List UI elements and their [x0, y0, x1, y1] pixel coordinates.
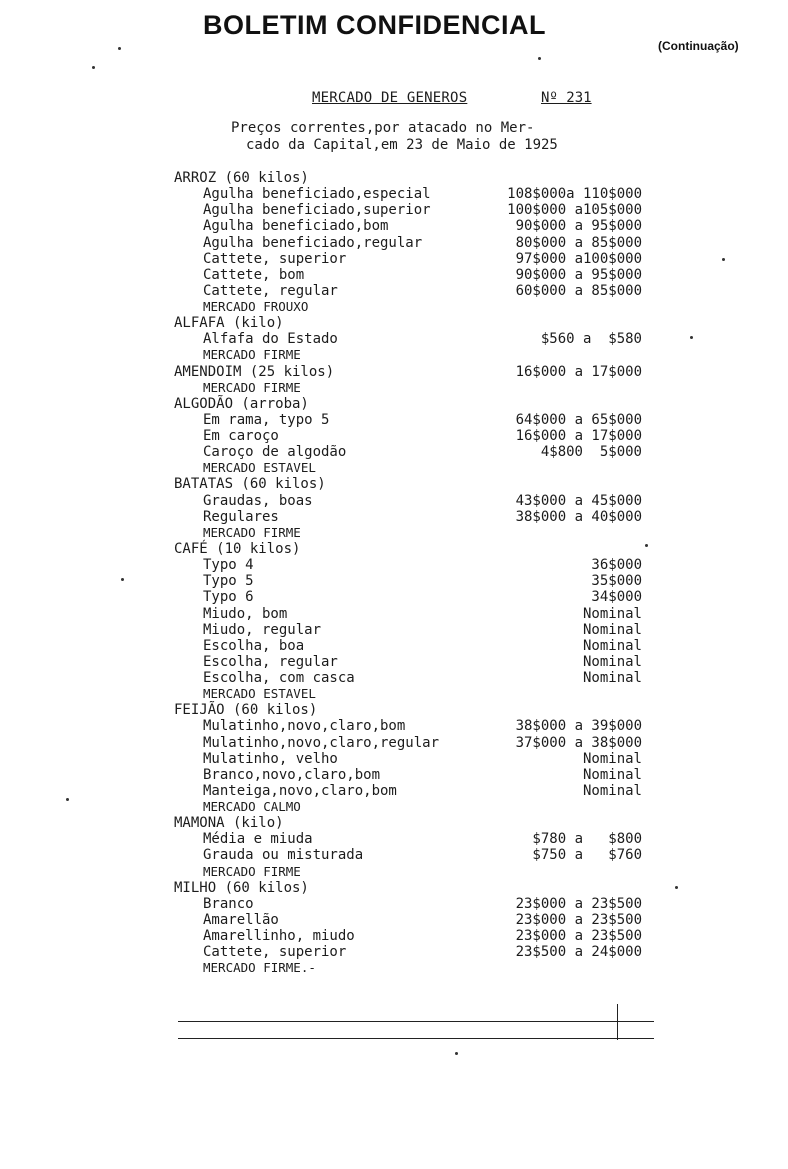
item-price: $560 a $580: [540, 331, 642, 347]
item-price: Nominal: [582, 606, 642, 622]
item-label: Alfafa do Estado: [203, 331, 338, 347]
item-price: 100$000 a105$000: [507, 202, 642, 218]
scan-speck: [690, 336, 693, 339]
item-price: 34$000: [591, 589, 642, 605]
market-status: MERCADO FIRME: [203, 380, 301, 395]
item-label: Cattete, bom: [203, 267, 305, 283]
item-price: 90$000 a 95$000: [515, 267, 642, 283]
bottom-rule-2: [178, 1038, 654, 1039]
item-label: Typo 4: [203, 557, 254, 573]
item-price: 4$800 5$000: [540, 444, 642, 460]
item-label: Agulha beneficiado,regular: [203, 235, 423, 251]
item-price: 37$000 a 38$000: [515, 735, 642, 751]
item-label: Miudo, bom: [203, 606, 288, 622]
item-price: Nominal: [582, 622, 642, 638]
item-price: 80$000 a 85$000: [515, 235, 642, 251]
item-price: 43$000 a 45$000: [515, 493, 642, 509]
item-price: 23$000 a 23$500: [515, 896, 642, 912]
item-price: 35$000: [591, 573, 642, 589]
market-status: MERCADO FROUXO: [203, 299, 309, 314]
item-label: Regulares: [203, 509, 279, 525]
item-price: 16$000 a 17$000: [515, 428, 642, 444]
item-label: Miudo, regular: [203, 622, 322, 638]
item-label: Média e miuda: [203, 831, 313, 847]
bulletin-title: BOLETIM CONFIDENCIAL: [203, 10, 546, 40]
item-price: 38$000 a 39$000: [515, 718, 642, 734]
item-label: Typo 6: [203, 589, 254, 605]
scan-speck: [645, 544, 648, 547]
item-label: Branco,novo,claro,bom: [203, 767, 381, 783]
scan-speck: [455, 1052, 458, 1055]
item-label: Amarellão: [203, 912, 279, 928]
item-price: Nominal: [582, 783, 642, 799]
market-status: MERCADO CALMO: [203, 799, 301, 814]
category-label: CAFÉ (10 kilos): [174, 541, 301, 557]
item-label: Mulatinho,novo,claro,bom: [203, 718, 406, 734]
scan-speck: [722, 258, 725, 261]
item-price: 16$000 a 17$000: [515, 364, 642, 380]
category-label: FEIJÃO (60 kilos): [174, 702, 318, 718]
bottom-rule-1: [178, 1021, 654, 1022]
scan-speck: [118, 47, 121, 50]
item-price: 36$000: [591, 557, 642, 573]
category-label: MAMONA (kilo): [174, 815, 284, 831]
item-price: Nominal: [582, 767, 642, 783]
subtitle-line-1: Preços correntes,por atacado no Mer-: [231, 120, 535, 136]
item-price: 23$000 a 23$500: [515, 928, 642, 944]
item-price: Nominal: [582, 638, 642, 654]
subtitle-line-2: cado da Capital,em 23 de Maio de 1925: [246, 137, 558, 153]
category-label: BATATAS (60 kilos): [174, 476, 326, 492]
item-label: Manteiga,novo,claro,bom: [203, 783, 397, 799]
item-label: Em rama, typo 5: [203, 412, 330, 428]
item-label: Cattete, superior: [203, 944, 347, 960]
item-label: Amarellinho, miudo: [203, 928, 355, 944]
item-label: Escolha, boa: [203, 638, 305, 654]
market-status: MERCADO ESTAVEL: [203, 460, 316, 475]
item-label: Agulha beneficiado,superior: [203, 202, 431, 218]
bottom-rule-tick: [617, 1004, 618, 1040]
item-label: Em caroço: [203, 428, 279, 444]
item-label: Escolha, com casca: [203, 670, 355, 686]
report-subtitle: [231, 120, 558, 154]
market-status: MERCADO FIRME: [203, 347, 301, 362]
item-label: Typo 5: [203, 573, 254, 589]
scan-speck: [92, 66, 95, 69]
item-price: 90$000 a 95$000: [515, 218, 642, 234]
market-status: MERCADO ESTAVEL: [203, 686, 316, 701]
continuation-label: (Continuação): [658, 39, 739, 53]
category-label: ARROZ (60 kilos): [174, 170, 309, 186]
report-number: Nº 231: [541, 90, 592, 106]
report-heading: MERCADO DE GENEROS: [312, 90, 468, 106]
category-label: AMENDOIM (25 kilos): [174, 364, 335, 380]
market-status: MERCADO FIRME.-: [203, 960, 316, 975]
item-label: Mulatinho,novo,claro,regular: [203, 735, 440, 751]
scan-speck: [538, 57, 541, 60]
item-label: Branco: [203, 896, 254, 912]
item-label: Mulatinho, velho: [203, 751, 338, 767]
item-price: 38$000 a 40$000: [515, 509, 642, 525]
scan-speck: [121, 578, 124, 581]
item-label: Agulha beneficiado,bom: [203, 218, 389, 234]
item-label: Grauda ou misturada: [203, 847, 364, 863]
item-price: 64$000 a 65$000: [515, 412, 642, 428]
category-label: ALGODÃO (arroba): [174, 396, 309, 412]
scan-speck: [675, 886, 678, 889]
item-price: $780 a $800: [532, 831, 642, 847]
item-price: Nominal: [582, 654, 642, 670]
category-label: MILHO (60 kilos): [174, 880, 309, 896]
category-label: ALFAFA (kilo): [174, 315, 284, 331]
item-price: 23$500 a 24$000: [515, 944, 642, 960]
item-price: 97$000 a100$000: [515, 251, 642, 267]
market-status: MERCADO FIRME: [203, 864, 301, 879]
scan-speck: [66, 798, 69, 801]
item-price: Nominal: [582, 751, 642, 767]
item-price: 23$000 a 23$500: [515, 912, 642, 928]
market-status: MERCADO FIRME: [203, 525, 301, 540]
item-price: $750 a $760: [532, 847, 642, 863]
item-label: Escolha, regular: [203, 654, 338, 670]
item-label: Cattete, superior: [203, 251, 347, 267]
item-label: Agulha beneficiado,especial: [203, 186, 431, 202]
item-price: 108$000a 110$000: [507, 186, 642, 202]
item-price: 60$000 a 85$000: [515, 283, 642, 299]
item-label: Graudas, boas: [203, 493, 313, 509]
item-price: Nominal: [582, 670, 642, 686]
item-label: Caroço de algodão: [203, 444, 347, 460]
item-label: Cattete, regular: [203, 283, 338, 299]
